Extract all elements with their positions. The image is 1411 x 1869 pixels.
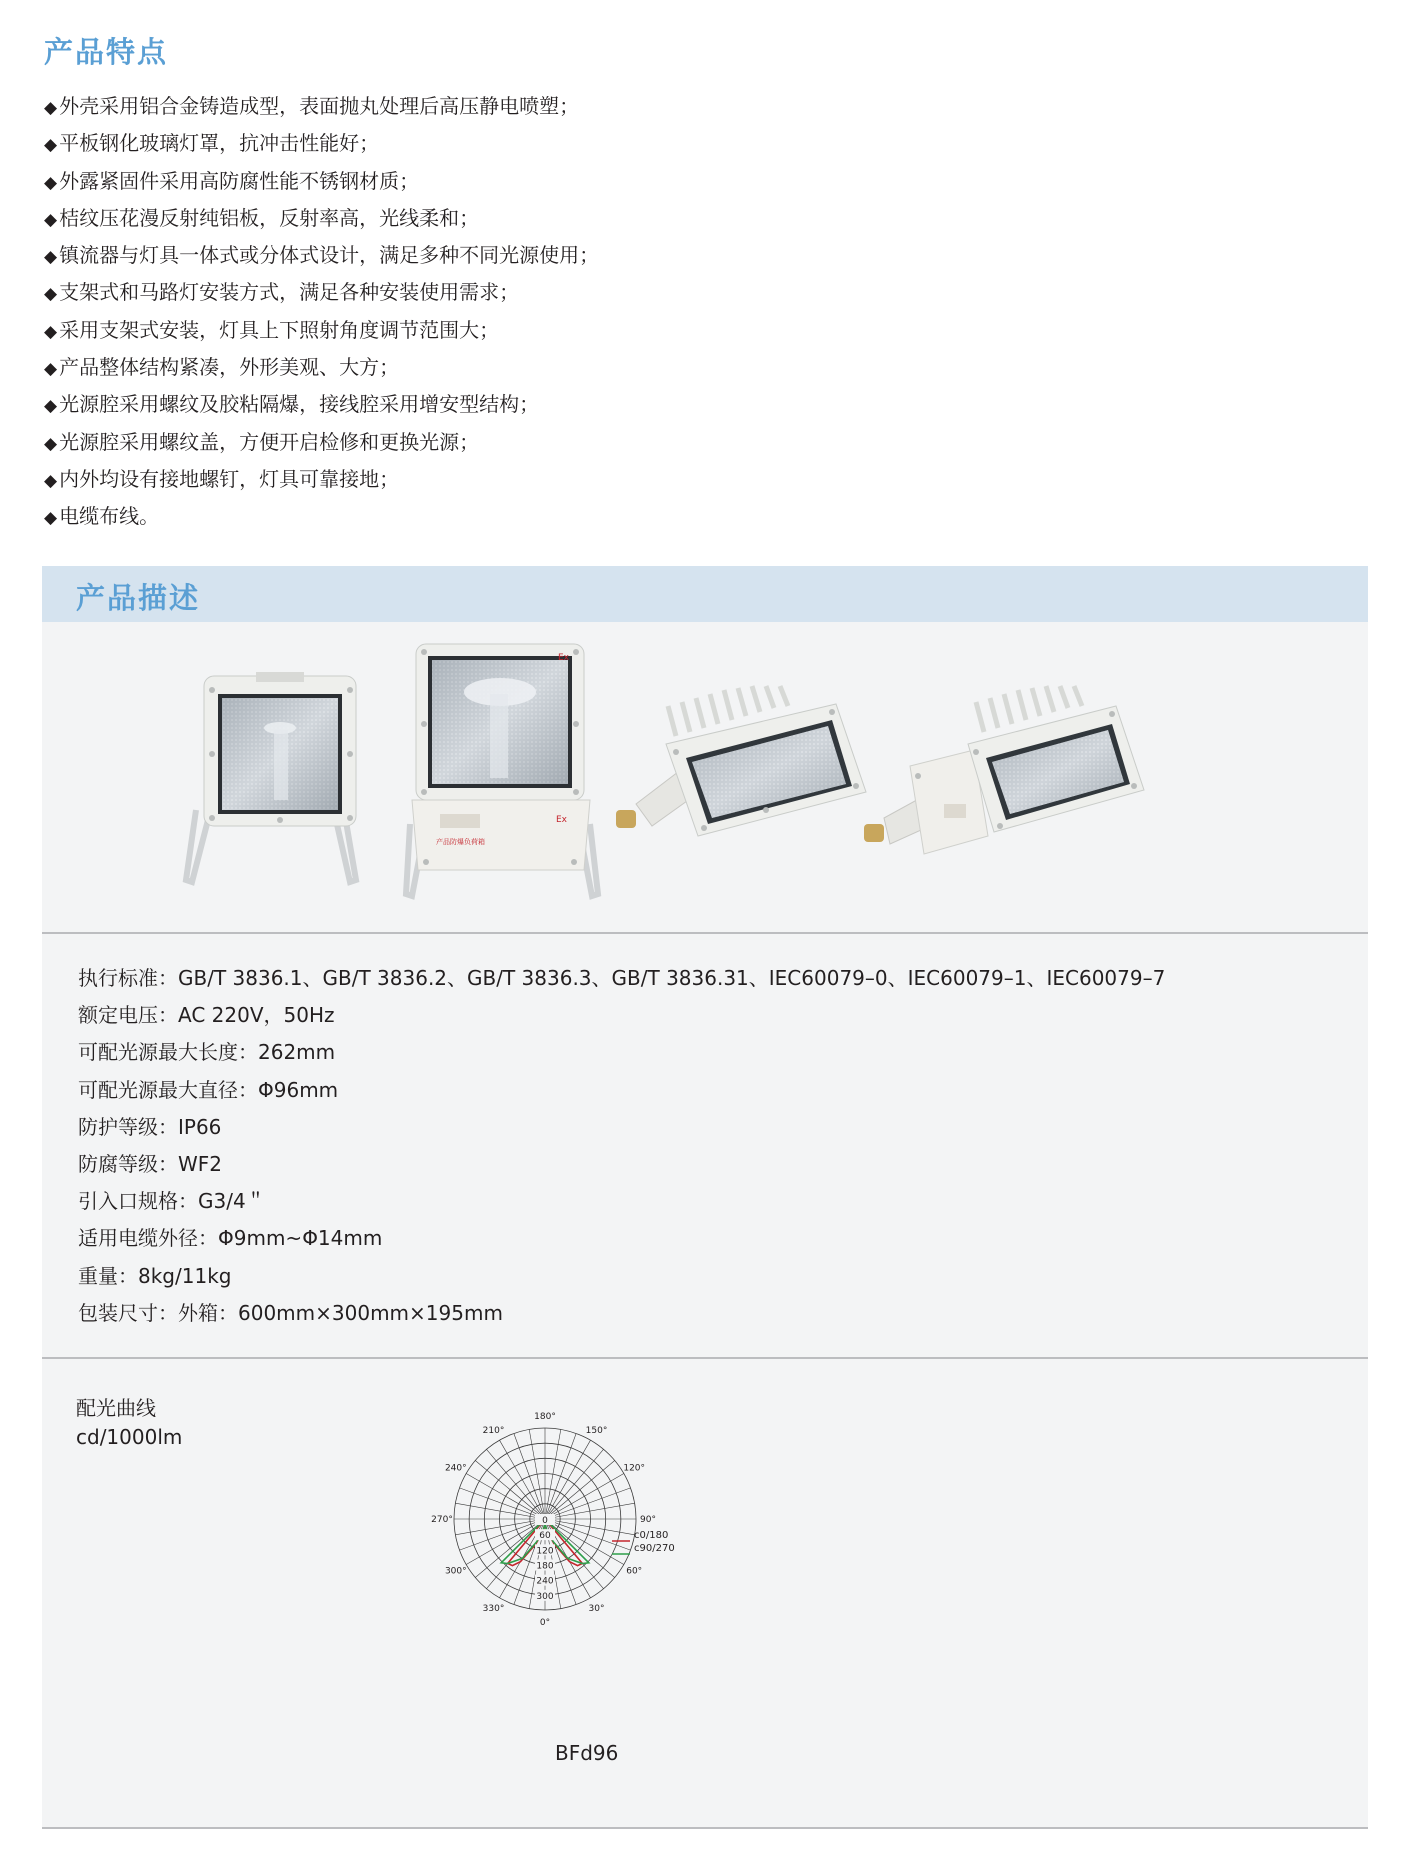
feature-item — [44, 461, 599, 498]
spec-item: 可配光源最大长度：262mm — [78, 1040, 336, 1065]
polar-chart — [420, 1412, 840, 1660]
polar-angle-label: 330° — [482, 1604, 505, 1615]
bullet-diamond: ◆ — [44, 209, 58, 230]
polar-legend — [612, 1530, 675, 1554]
feature-text: 采用支架式安装，灯具上下照射角度调节范围大； — [59, 317, 500, 342]
polar-radial-label: 240 — [536, 1576, 554, 1587]
polar-angle-label: 90° — [640, 1515, 656, 1525]
bullet-diamond: ◆ — [44, 433, 58, 454]
feature-item — [44, 200, 599, 237]
polar-angle-label: 60° — [626, 1566, 643, 1577]
feature-text: 电缆布线。 — [59, 504, 160, 529]
feature-text: 内外均设有接地螺钉，灯具可靠接地； — [59, 466, 400, 491]
bullet-diamond: ◆ — [44, 470, 58, 491]
photo-box-label: 产品防爆负荷箱 — [436, 838, 485, 846]
spec-item: 引入口规格：G3/4＂ — [78, 1189, 266, 1214]
feature-text: 镇流器与灯具一体式或分体式设计，满足多种不同光源使用； — [59, 243, 600, 268]
bullet-diamond: ◆ — [44, 359, 58, 380]
photo-ex-mark-2: Ex — [556, 815, 568, 825]
feature-item — [44, 424, 599, 461]
bullet-diamond: ◆ — [44, 321, 58, 342]
feature-text: 光源腔采用螺纹盖，方便开启检修和更换光源； — [59, 429, 480, 454]
features-list — [44, 88, 599, 536]
polar-angle-label: 30° — [588, 1604, 605, 1615]
spec-item: 重量：8kg/11kg — [78, 1263, 232, 1288]
spec-item: 额定电压：AC 220V，50Hz — [78, 1003, 335, 1028]
feature-item — [44, 312, 599, 349]
product-photo-pole-mount — [616, 686, 876, 856]
product-photos — [42, 622, 1368, 932]
polar-radial-label: 300 — [536, 1591, 554, 1602]
spec-item: 适用电缆外径：Φ9mm~Φ14mm — [78, 1226, 383, 1251]
feature-item — [44, 498, 599, 535]
spec-item: 防护等级：IP66 — [78, 1114, 222, 1139]
spec-list — [78, 960, 1165, 1332]
legend-label: c90/270 — [634, 1543, 675, 1554]
product-photo-bracket-front — [186, 670, 366, 888]
bullet-diamond: ◆ — [44, 396, 58, 417]
photo-ex-mark-1: Ex — [558, 653, 570, 663]
description-title: 产品描述 — [76, 581, 201, 615]
polar-angle-label: 180° — [534, 1412, 556, 1422]
bullet-diamond: ◆ — [44, 172, 58, 193]
bullet-diamond: ◆ — [44, 247, 58, 268]
feature-item — [44, 125, 599, 162]
legend-label: c0/180 — [634, 1530, 669, 1541]
spec-item: 防腐等级：WF2 — [78, 1151, 223, 1176]
model-name: BFd96 — [555, 1741, 619, 1765]
feature-item — [44, 386, 599, 423]
polar-angle-label: 210° — [482, 1425, 505, 1436]
divider-after-specs — [42, 1357, 1368, 1359]
spec-item: 可配光源最大直径：Φ96mm — [78, 1077, 339, 1102]
feature-item — [44, 274, 599, 311]
feature-item — [44, 88, 599, 125]
curve-title: 配光曲线 — [76, 1396, 156, 1420]
feature-text: 外露紧固件采用高防腐性能不锈钢材质； — [59, 168, 420, 193]
feature-text: 外壳采用铝合金铸造成型，表面抛丸处理后高压静电喷塑； — [59, 94, 580, 118]
feature-item — [44, 349, 599, 386]
polar-angle-label: 270° — [431, 1515, 453, 1525]
polar-radial-label: 0 — [542, 1516, 548, 1526]
feature-text: 光源腔采用螺纹及胶粘隔爆，接线腔采用增安型结构； — [59, 392, 540, 417]
polar-angle-label: 300° — [444, 1566, 467, 1577]
curve-unit: cd/1000lm — [76, 1425, 183, 1449]
description-header — [42, 566, 1368, 622]
features-title: 产品特点 — [44, 35, 169, 69]
polar-radial-label: 180 — [536, 1561, 554, 1572]
polar-labels — [431, 1412, 656, 1628]
spec-item: 执行标准：GB/T 3836.1、GB/T 3836.2、GB/T 3836.3、GB/T 3836.31、IEC60079–0、IEC60079–1、IEC60079–7 — [78, 966, 1166, 990]
bullet-diamond: ◆ — [44, 284, 58, 305]
feature-item — [44, 163, 599, 200]
product-photo-bracket-ballast — [406, 644, 606, 898]
bullet-diamond: ◆ — [44, 98, 58, 118]
divider-after-photos — [42, 932, 1368, 934]
feature-text: 支架式和马路灯安装方式，满足各种安装使用需求； — [59, 280, 520, 305]
feature-text: 产品整体结构紧凑，外形美观、大方； — [59, 355, 400, 380]
feature-item — [44, 237, 599, 274]
bullet-diamond: ◆ — [44, 508, 58, 529]
product-photo-pole-mount-box — [864, 686, 1154, 866]
polar-radial-label: 120 — [536, 1546, 554, 1557]
polar-angle-label: 0° — [539, 1618, 551, 1628]
feature-text: 平板钢化玻璃灯罩，抗冲击性能好； — [59, 131, 380, 156]
polar-angle-label: 240° — [444, 1463, 467, 1474]
divider-bottom — [42, 1827, 1368, 1829]
polar-angle-label: 150° — [585, 1425, 608, 1436]
feature-text: 桔纹压花漫反射纯铝板，反射率高，光线柔和； — [59, 205, 480, 230]
spec-item: 包装尺寸：外箱：600mm×300mm×195mm — [78, 1300, 503, 1325]
bullet-diamond: ◆ — [44, 135, 58, 156]
polar-angle-label: 120° — [623, 1463, 646, 1474]
polar-radial-label: 60 — [539, 1531, 551, 1542]
